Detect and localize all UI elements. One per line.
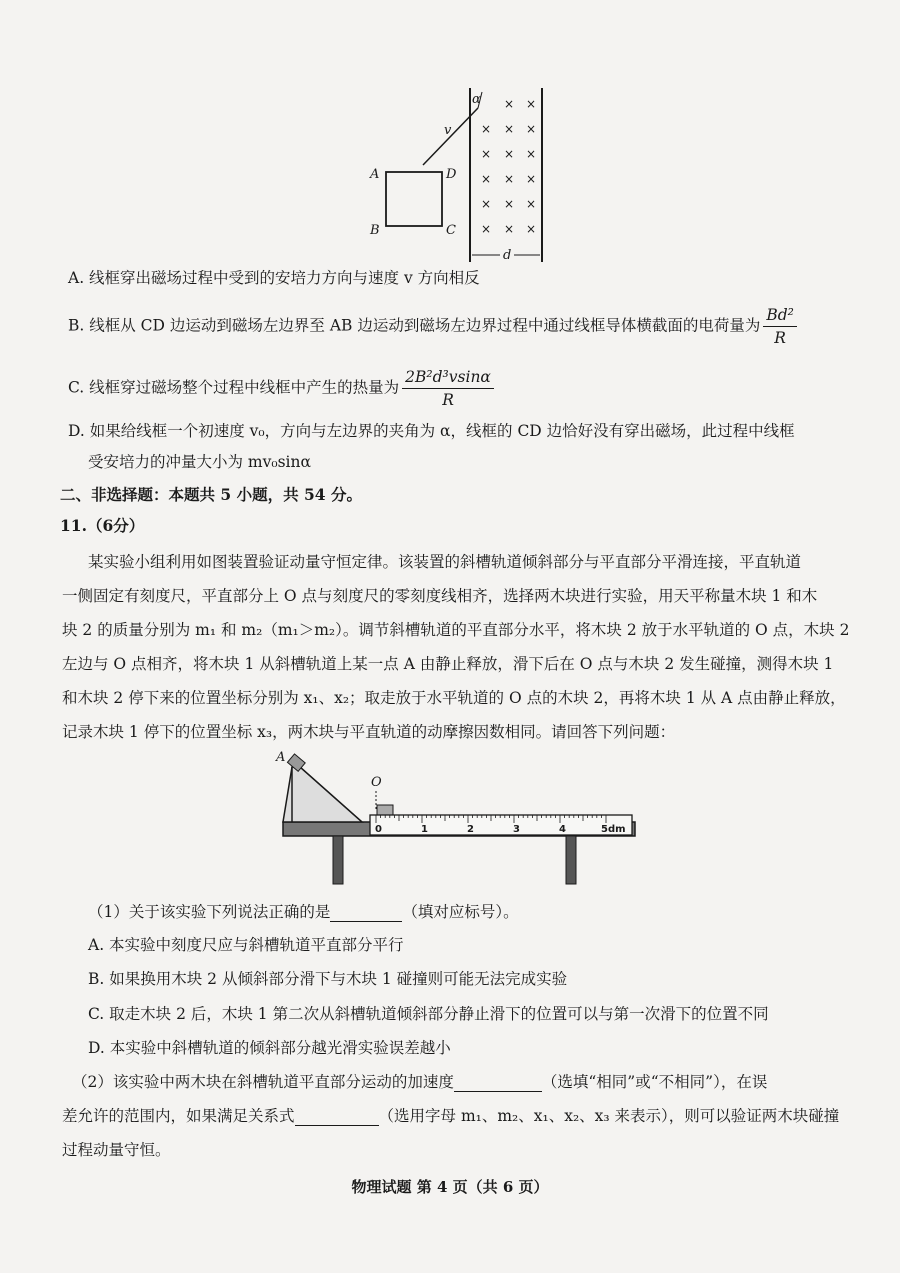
corner-A: A — [370, 167, 380, 182]
answer-blank-1[interactable] — [330, 903, 402, 922]
q10-option-D-line2: 受安培力的冲量大小为 mv₀sinα — [88, 453, 311, 471]
q11-option-B: B. 如果换用木块 2 从倾斜部分滑下与木块 1 碰撞则可能无法完成实验 — [88, 970, 568, 988]
field-x-mark: × — [526, 97, 537, 111]
q11-paragraph-6: 记录木块 1 停下的位置坐标 x₃，两木块与平直轨道的动摩擦因数相同。请回答下列问题： — [62, 723, 676, 741]
field-x-mark: × — [526, 147, 537, 161]
loop-field-figure — [0, 0, 900, 280]
field-x-mark: × — [481, 197, 492, 211]
field-x-mark: × — [481, 172, 492, 186]
corner-B: B — [370, 223, 380, 238]
q11-sub2-line1: （2）该实验中两木块在斜槽轨道平直部分运动的加速度 （选填“相同”或“不相同”），在误 — [72, 1073, 768, 1091]
q11-sub2-line2: 差允许的范围内，如果满足关系式 （选用字母 m₁、m₂、x₁、x₂、x₃ 来表示），则可以验证两木块碰撞 — [62, 1107, 840, 1125]
alpha-label: α — [472, 92, 481, 107]
ruler-label-1: 1 — [421, 824, 428, 835]
field-x-mark: × — [504, 172, 515, 186]
q11-paragraph-3: 块 2 的质量分别为 m₁ 和 m₂（m₁＞m₂）。调节斜槽轨道的平直部分水平，将木块 2 放于水平轨道的 O 点，木块 2 — [62, 621, 850, 639]
field-x-mark: × — [526, 197, 537, 211]
field-x-mark: × — [504, 122, 515, 136]
q11-paragraph-5: 和木块 2 停下来的位置坐标分别为 x₁、x₂；取走放于水平轨道的 O 点的木块 2，再将木块 1 从 A 点由静止释放， — [62, 689, 846, 707]
block-2 — [377, 805, 393, 816]
v-label: v — [444, 123, 452, 138]
answer-blank-3[interactable] — [295, 1107, 379, 1126]
d-label: d — [503, 248, 512, 263]
fraction-C: $\frac{\text{2B²d³vsinα}}{R}$ — [402, 366, 494, 411]
fraction-B: $\frac{\text{Bd²}}{R}$ — [763, 304, 797, 349]
field-x-mark: × — [504, 147, 515, 161]
q11-option-A: A. 本实验中刻度尺应与斜槽轨道平直部分平行 — [88, 936, 404, 954]
q10-option-A: A. 线框穿出磁场过程中受到的安培力方向与速度 v 方向相反 — [68, 269, 480, 287]
q10-option-B: B. 线框从 CD 边运动到磁场左边界至 AB 边运动到磁场左边界过程中通过线框导体横截面的电荷量为 $\frac{\text{Bd²}}{R}$ — [68, 304, 797, 349]
q10-option-C: C. 线框穿过磁场整个过程中线框中产生的热量为 $\frac{\text{2B²d³vsinα}}{R}$ — [68, 366, 494, 411]
ruler-label-5dm: 5dm — [601, 824, 626, 835]
section-heading: 二、非选择题：本题共 5 小题，共 54 分。 — [60, 485, 362, 504]
q11-option-C: C. 取走木块 2 后，木块 1 第二次从斜槽轨道倾斜部分静止滑下的位置可以与第一次滑下的位置不同 — [88, 1005, 769, 1023]
square-loop — [386, 172, 442, 226]
corner-D: D — [446, 167, 457, 182]
q11-option-D: D. 本实验中斜槽轨道的倾斜部分越光滑实验误差越小 — [88, 1039, 451, 1057]
field-x-mark: × — [526, 122, 537, 136]
field-x-mark: × — [504, 197, 515, 211]
ruler-label-2: 2 — [467, 824, 474, 835]
q11-paragraph-4: 左边与 O 点相齐，将木块 1 从斜槽轨道上某一点 A 由静止释放，滑下后在 O 点与木块 2 发生碰撞，测得木块 1 — [62, 655, 834, 673]
q11-sub2-line3: 过程动量守恒。 — [62, 1141, 171, 1159]
track-apparatus-figure — [0, 745, 900, 895]
field-x-mark: × — [481, 147, 492, 161]
ruler-label-3: 3 — [513, 824, 520, 835]
q11-paragraph-1: 某实验小组利用如图装置验证动量守恒定律。该装置的斜槽轨道倾斜部分与平直部分平滑连接，平直轨道 — [88, 553, 802, 571]
q11-paragraph-2: 一侧固定有刻度尺，平直部分上 O 点与刻度尺的零刻度线相齐，选择两木块进行实验，用天平称量木块 1 和木 — [62, 587, 818, 605]
corner-C: C — [446, 223, 456, 238]
q11-sub1: （1）关于该实验下列说法正确的是 （填对应标号）。 — [88, 903, 519, 921]
ruler — [370, 815, 632, 835]
field-x-mark: × — [504, 97, 515, 111]
ruler-label-0: 0 — [375, 824, 382, 835]
point-A-label: A — [276, 750, 286, 765]
q10-option-D-line1: D. 如果给线框一个初速度 v₀，方向与左边界的夹角为 α，线框的 CD 边恰好没有穿出磁场，此过程中线框 — [68, 422, 795, 440]
answer-blank-2[interactable] — [454, 1073, 542, 1092]
field-x-mark: × — [504, 222, 515, 236]
field-x-mark: × — [481, 222, 492, 236]
page-footer: 物理试题 第 4 页（共 6 页） — [351, 1178, 549, 1196]
field-x-mark: × — [526, 222, 537, 236]
q11-header: 11.（6分） — [60, 516, 145, 535]
field-x-mark: × — [526, 172, 537, 186]
ruler-label-4: 4 — [559, 824, 566, 835]
field-x-mark: × — [481, 122, 492, 136]
point-O-label: O — [371, 775, 382, 790]
